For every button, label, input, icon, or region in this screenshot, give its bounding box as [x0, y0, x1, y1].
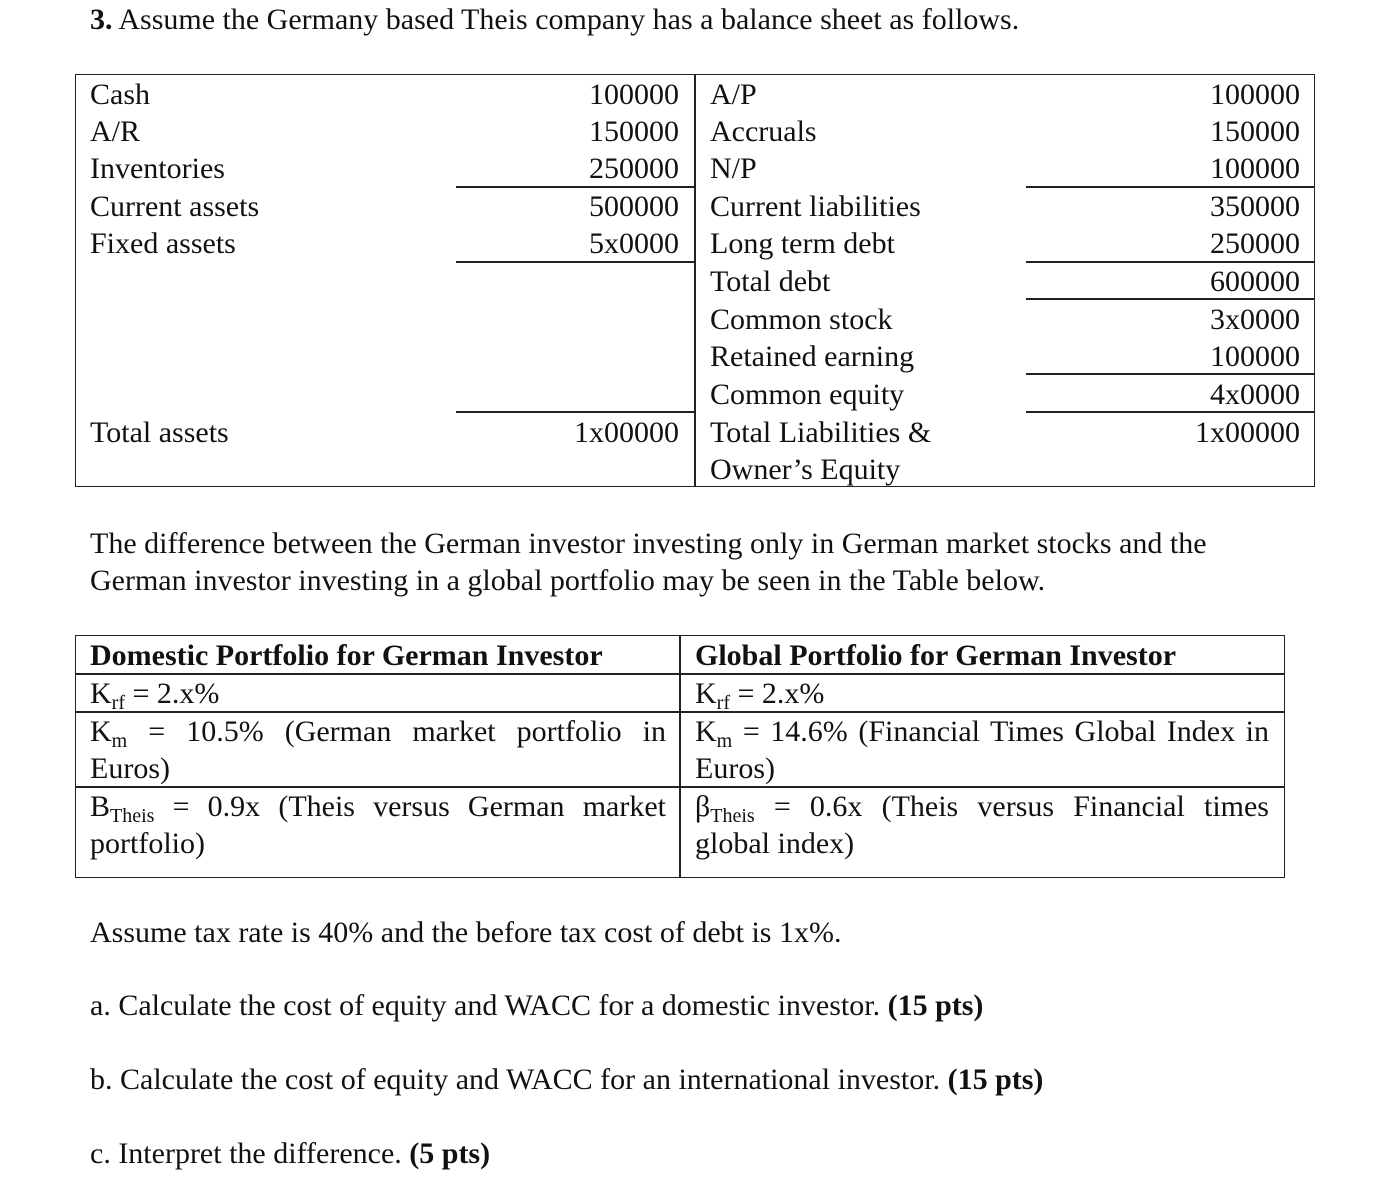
liability-value: 600000: [1210, 265, 1300, 298]
total-liabilities-label: Total Liabilities &: [710, 416, 932, 449]
assumption-text: Assume tax rate is 40% and the before tax cost of debt is 1x%.: [90, 916, 842, 949]
balance-sheet-table: [75, 74, 1315, 487]
column-divider: [694, 75, 696, 486]
asset-label: Cash: [90, 78, 150, 111]
domestic-header: Domestic Portfolio for German Investor: [90, 639, 603, 672]
asset-label: A/R: [90, 115, 141, 148]
equity-value: 100000: [1210, 340, 1300, 373]
equity-label: Common equity: [710, 378, 905, 411]
subtotal-rule: [456, 411, 694, 413]
question-number: 3.: [90, 3, 113, 36]
liability-value: 100000: [1210, 152, 1300, 185]
domestic-krf: $K_{rf} = 2.x\%$: [90, 677, 220, 714]
liability-value: 100000: [1210, 78, 1300, 111]
liability-label: Current liabilities: [710, 190, 921, 223]
asset-value: 5x0000: [589, 227, 679, 260]
liability-label: Long term debt: [710, 227, 895, 260]
asset-label: Current assets: [90, 190, 260, 223]
liability-label: N/P: [710, 152, 757, 185]
points-badge: (15 pts): [947, 1063, 1044, 1096]
asset-value: 250000: [589, 152, 679, 185]
liability-value: 250000: [1210, 227, 1300, 260]
question-title: [90, 2, 1019, 38]
global-km: $K_m = 14.6\%$ (Financial Times Global Index in Euros): [695, 715, 1269, 785]
intro-paragraph: The difference between the German investor investing only in German market stocks and the German investor investing in a global portfolio may be seen in the Table below.: [90, 527, 1207, 597]
equity-label: Retained earning: [710, 340, 915, 373]
equity-label: Common stock: [710, 303, 893, 336]
question-heading-text: Assume the Germany based Theis company has a balance sheet as follows.: [118, 3, 1020, 36]
portfolio-table: [75, 635, 1285, 878]
asset-value: 150000: [589, 115, 679, 148]
points-badge: (5 pts): [409, 1137, 491, 1170]
question-a: a. Calculate the cost of equity and WACC for a domestic investor. (15 pts): [90, 989, 984, 1022]
total-liabilities-value: 1x00000: [1195, 416, 1300, 449]
liability-value: 150000: [1210, 115, 1300, 148]
liability-label: A/P: [710, 78, 757, 111]
equity-value: 3x0000: [1210, 303, 1300, 336]
liability-label: Total debt: [710, 265, 831, 298]
asset-label: Fixed assets: [90, 227, 236, 260]
global-header: Global Portfolio for German Investor: [695, 639, 1177, 672]
question-b: b. Calculate the cost of equity and WACC for an international investor. (15 pts): [90, 1063, 1044, 1096]
total-liabilities-label-line2: Owner’s Equity: [710, 453, 901, 486]
global-beta: $\beta_{Theis} = 0.6x$ (Theis versus Financial times global index): [695, 790, 1269, 860]
question-c: c. Interpret the difference. (5 pts): [90, 1137, 491, 1170]
liability-value: 350000: [1210, 190, 1300, 223]
asset-value: 100000: [589, 78, 679, 111]
equity-value: 4x0000: [1210, 378, 1300, 411]
total-assets-label: Total assets: [90, 416, 229, 449]
asset-value: 500000: [589, 190, 679, 223]
liability-label: Accruals: [710, 115, 817, 148]
total-assets-value: 1x00000: [574, 416, 679, 449]
points-badge: (15 pts): [887, 989, 984, 1022]
global-krf: $K_{rf} = 2.x\%$: [695, 677, 825, 714]
domestic-km: $K_m = 10.5\%$ (German market portfolio in Euros): [90, 715, 666, 785]
asset-label: Inventories: [90, 152, 225, 185]
domestic-beta: $B_{Theis} = 0.9x$ (Theis versus German market portfolio): [90, 790, 666, 860]
